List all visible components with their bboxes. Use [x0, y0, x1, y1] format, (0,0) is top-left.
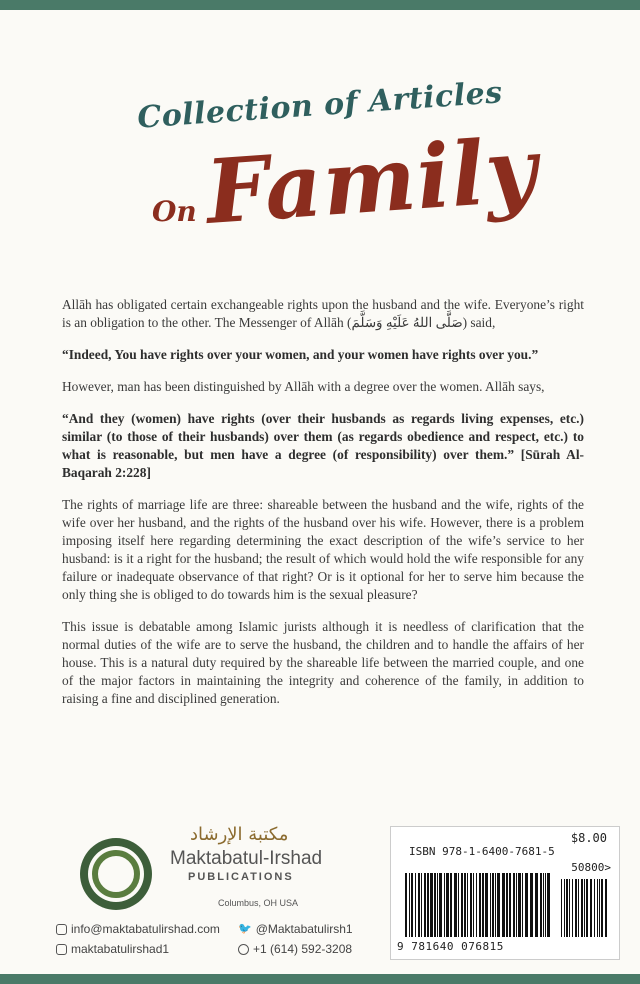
- publisher-logo: [80, 838, 152, 910]
- title-family-block: [140, 117, 541, 260]
- barcode-digits: 9 781640 076815: [397, 940, 504, 953]
- paragraph-1: Allāh has obligated certain exchangeable rights upon the husband and the wife. Everyone’s right is an obligation to the other. The Messenger of Allāh (صَلَّى اللهُ عَلَيْهِ وَسَلَّمَ) said,: [62, 297, 584, 330]
- quran-quote: “And they (women) have rights (over their husbands as regards living expenses, etc.) similar (to those of their husbands) over them (as regards obedience and respect, etc.) to what is reasonable, but men have a degree (of responsibility) over them.” [Sūrah Al-Baqarah 2:228]: [62, 411, 584, 480]
- paragraph-3: The rights of marriage life are three: shareable between the husband and the wife, rights of the wife over her husband, and the rights of the husband over his wife. However, there is a problem imposing itself here regarding determining the exact description of the wife’s service to her husband: is it a right for the husband; the result of which would hold the wife responsible for any failure or inadequate observance of that right? Or is it optional for her to serve him because the only thing she is obliged to do towards him is the sexual pleasure?: [62, 497, 584, 602]
- contact-twitter[interactable]: [238, 922, 353, 936]
- contact-instagram[interactable]: [56, 942, 169, 956]
- envelope-icon: [56, 924, 67, 935]
- top-border: [0, 0, 640, 10]
- publisher-location: Columbus, OH USA: [218, 898, 299, 908]
- title-on: On: [152, 195, 197, 228]
- barcode-bars: [401, 861, 611, 939]
- body-text: [62, 296, 584, 722]
- instagram-icon: [56, 944, 67, 955]
- phone-text: +1 (614) 592-3208: [253, 942, 353, 956]
- barcode-box: [390, 826, 620, 960]
- hadith-quote: “Indeed, You have rights over your women, and your women have rights over you.”: [62, 347, 539, 362]
- bottom-border: [0, 974, 640, 984]
- paragraph-4: This issue is debatable among Islamic jurists although it is needless of clarification that the normal duties of the wife are to serve the husband, the children and to handle the affairs of her house. This is a natural duty required by the shareable life between the married couple, and one of the major factors in maintaining the integrity and coherence of the family, in addition to raising a fine and disciplined generation.: [62, 619, 584, 706]
- instagram-text: maktabatulirshad1: [71, 942, 170, 956]
- publisher-block: [70, 820, 330, 920]
- contact-email[interactable]: [56, 922, 220, 936]
- publisher-subtitle: PUBLICATIONS: [188, 871, 294, 883]
- title-family: Family: [202, 117, 541, 244]
- paragraph-2: However, man has been distinguished by Allāh with a degree over the women. Allāh says,: [62, 379, 545, 394]
- twitter-icon: 🐦: [238, 922, 252, 935]
- twitter-text: @Maktabatulirsh1: [255, 922, 353, 936]
- title-collection: Collection of Articles: [136, 75, 504, 136]
- publisher-arabic: مكتبة الإرشاد: [190, 824, 289, 845]
- isbn-text: ISBN 978-1-6400-7681-5: [409, 845, 555, 858]
- addon-code: 50800>: [571, 861, 611, 874]
- email-text: info@maktabatulirshad.com: [71, 922, 220, 936]
- price: $8.00: [570, 831, 607, 845]
- contact-phone[interactable]: [238, 942, 352, 956]
- whatsapp-icon: [238, 944, 249, 955]
- publisher-name: Maktabatul-Irshad: [170, 848, 323, 869]
